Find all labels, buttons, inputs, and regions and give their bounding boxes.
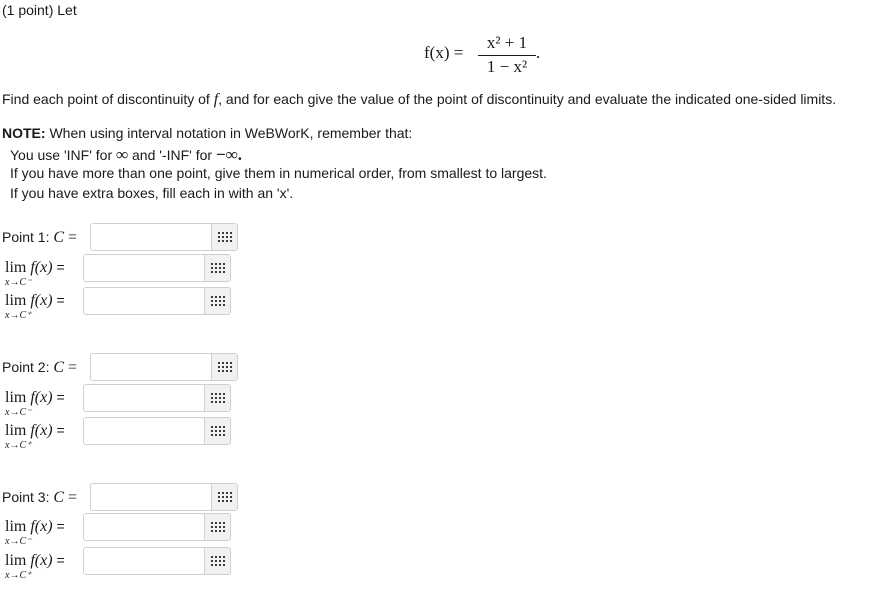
point-1-left-limit-label: lim f(x) = x→C⁻ — [5, 259, 65, 288]
grid-icon — [211, 263, 225, 273]
point-2-label: Point 2: C = — [2, 359, 77, 376]
note-label: NOTE: — [2, 125, 46, 141]
note-line: NOTE: When using interval notation in WeBWorK, remember that: — [2, 125, 413, 141]
point-2-left-limit-label: lim f(x) = x→C⁻ — [5, 389, 65, 418]
note-extra-line: If you have extra boxes, fill each in with an 'x'. — [10, 185, 294, 201]
point-3-left-limit-label: lim f(x) = x→C⁻ — [5, 518, 65, 547]
point-1-right-limit-field[interactable] — [83, 287, 231, 315]
point-3-right-limit-field[interactable] — [83, 547, 231, 575]
point-1-left-limit-field[interactable] — [83, 254, 231, 282]
point-2-right-limit-field[interactable] — [83, 417, 231, 445]
equation-editor-button[interactable] — [204, 514, 230, 540]
grid-icon — [211, 426, 225, 436]
equation-fraction — [478, 33, 536, 77]
point-3-left-limit-field[interactable] — [83, 513, 231, 541]
equation-editor-button[interactable] — [204, 385, 230, 411]
point-2-c-input[interactable] — [91, 354, 211, 380]
point-2-right-limit-label: lim f(x) = x→C⁺ — [5, 422, 65, 451]
equation-denominator: 1 − x² — [486, 57, 528, 76]
grid-icon — [211, 296, 225, 306]
equation-lhs: f(x) = — [424, 43, 464, 62]
neg-infinity-symbol: −∞. — [215, 145, 243, 164]
problem-header: (1 point) Let — [2, 2, 77, 18]
equation-editor-button[interactable] — [211, 224, 237, 250]
point-1-c-field[interactable] — [90, 223, 238, 251]
point-3-right-limit-label: lim f(x) = x→C⁺ — [5, 552, 65, 581]
f-symbol: f — [213, 91, 219, 108]
equation-editor-button[interactable] — [204, 418, 230, 444]
equation-period: . — [536, 43, 541, 62]
point-1-label: Point 1: C = — [2, 229, 77, 246]
grid-icon — [211, 556, 225, 566]
grid-icon — [211, 393, 225, 403]
grid-icon — [218, 492, 232, 502]
equation-editor-button[interactable] — [204, 548, 230, 574]
grid-icon — [218, 232, 232, 242]
point-2-c-field[interactable] — [90, 353, 238, 381]
note-order-line: If you have more than one point, give them in numerical order, from smallest to largest. — [10, 165, 547, 181]
infinity-symbol: ∞ — [116, 145, 129, 164]
equation-editor-button[interactable] — [211, 354, 237, 380]
point-3-right-limit-input[interactable] — [84, 548, 204, 574]
point-1-c-input[interactable] — [91, 224, 211, 250]
equation-editor-button[interactable] — [204, 288, 230, 314]
equation-editor-button[interactable] — [211, 484, 237, 510]
point-1-right-limit-input[interactable] — [84, 288, 204, 314]
equation-editor-button[interactable] — [204, 255, 230, 281]
point-2-right-limit-input[interactable] — [84, 418, 204, 444]
point-1-right-limit-label: lim f(x) = x→C⁺ — [5, 292, 65, 321]
point-2-left-limit-input[interactable] — [84, 385, 204, 411]
instructions-find: Find each point of discontinuity of f, and for each give the value of the point of discontinuity and evaluate the indicated one-sided limits. — [2, 91, 837, 108]
point-3-c-field[interactable] — [90, 483, 238, 511]
grid-icon — [218, 362, 232, 372]
point-3-label: Point 3: C = — [2, 489, 77, 506]
point-3-left-limit-input[interactable] — [84, 514, 204, 540]
equation-numerator: x² + 1 — [486, 33, 528, 52]
point-1-left-limit-input[interactable] — [84, 255, 204, 281]
point-2-left-limit-field[interactable] — [83, 384, 231, 412]
note-inf-line: You use 'INF' for ∞ and '-INF' for −∞. — [10, 145, 243, 164]
point-3-c-input[interactable] — [91, 484, 211, 510]
grid-icon — [211, 522, 225, 532]
